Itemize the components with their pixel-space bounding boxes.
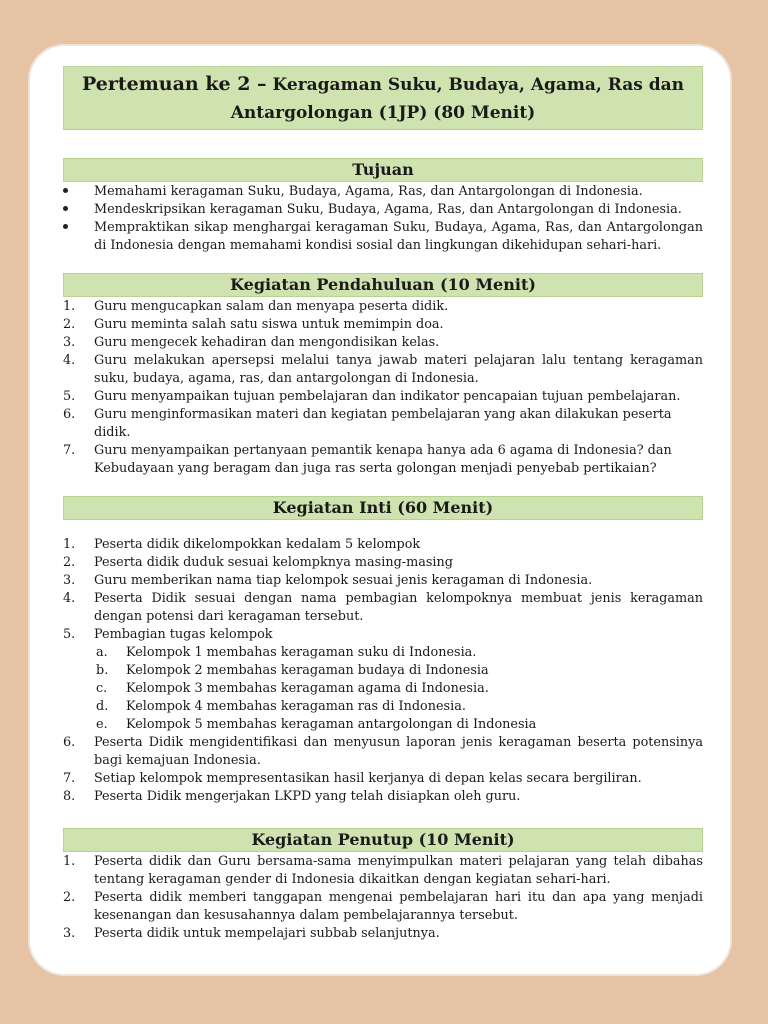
list-item: 1. Peserta didik dikelompokkan kedalam 5 kelompok [63,537,421,552]
list-item: 7. Guru menyampaikan pertanyaan pemantik kenapa hanya ada 6 agama di Indonesia? dan Kebudayaan yang beragam dan juga ras serta golongan menjadi penyebab pertikaian? [63,443,672,476]
document-card [30,46,730,974]
list-item: 5. Pembagian tugas kelompok [63,627,273,642]
list-item: Mendeskripsikan keragaman Suku, Budaya, Agama, Ras, dan Antargolongan di Indonesia. [63,201,703,219]
list-item: 5. Guru menyampaikan tujuan pembelajaran dan indikator pencapaian tujuan pembelajaran. [63,389,681,404]
pendahuluan-list [63,298,703,478]
list-item: 1. Guru mengucapkan salam dan menyapa peserta didik. [63,299,449,314]
list-item: Memahami keragaman Suku, Budaya, Agama, Ras, dan Antargolongan di Indonesia. [63,183,703,201]
list-item: 4. Peserta Didik sesuai dengan nama pembagian kelompoknya membuat jenis keragaman dengan potensi dari keragaman tersebut. [63,591,703,624]
list-item: 2. Peserta didik duduk sesuai kelompknya masing-masing [63,555,453,570]
list-item: 3. Peserta didik untuk mempelajari subbab selanjutnya. [63,926,440,941]
sub-list-item: c. Kelompok 3 membahas keragaman agama di Indonesia. [96,681,489,696]
list-item: 4. Guru melakukan apersepsi melalui tanya jawab materi pelajaran lalu tentang keragaman suku, budaya, agama, ras, dan antargolongan di Indonesia. [63,353,703,386]
title-rest: Keragaman Suku, Budaya, Agama, Ras dan [272,75,685,95]
bullet-icon [63,206,68,211]
list-item: 8. Peserta Didik mengerjakan LKPD yang telah disiapkan oleh guru. [63,789,521,804]
list-item: 6. Peserta Didik mengidentifikasi dan menyusun laporan jenis keragaman beserta potensinya bagi kemajuan Indonesia. [63,735,703,768]
inti-heading: Kegiatan Inti (60 Menit) [63,496,703,520]
tujuan-heading: Tujuan [63,158,703,182]
list-item: 2. Peserta didik memberi tanggapan mengenai pembelajaran hari itu dan apa yang menjadi kesenangan dan kesusahannya dalam pembelajarannya tersebut. [63,890,703,923]
bullet-icon [63,188,68,193]
list-item: Mempraktikan sikap menghargai keragaman Suku, Budaya, Agama, Ras, dan Antargolongan di Indonesia dengan memahami kondisi sosial dan lingkungan dikehidupan sehari-hari. [63,219,703,255]
title-lead: Pertemuan ke 2 – [81,73,267,95]
penutup-list [63,853,703,943]
list-item: 6. Guru menginformasikan materi dan kegiatan pembelajaran yang akan dilakukan peserta didik. [63,407,672,440]
sub-list-item: d. Kelompok 4 membahas keragaman ras di Indonesia. [96,699,466,714]
inti-list [63,536,703,806]
list-item: 7. Setiap kelompok mempresentasikan hasil kerjanya di depan kelas secara bergiliran. [63,771,642,786]
sub-list-item: e. Kelompok 5 membahas keragaman antargolongan di Indonesia [96,717,537,732]
bullet-icon [63,224,68,229]
sub-list-item: a. Kelompok 1 membahas keragaman suku di Indonesia. [96,645,477,660]
title-line2: Antargolongan (1JP) (80 Menit) [230,103,536,123]
list-item: 3. Guru mengecek kehadiran dan mengondisikan kelas. [63,335,440,350]
pendahuluan-heading: Kegiatan Pendahuluan (10 Menit) [63,273,703,297]
page-title [63,66,703,130]
document-content [63,66,703,943]
list-item: 2. Guru meminta salah satu siswa untuk memimpin doa. [63,317,444,332]
list-item: 1. Peserta didik dan Guru bersama-sama menyimpulkan materi pelajaran yang telah dibahas tentang keragaman gender di Indonesia dikaitkan dengan kegiatan sehari-hari. [63,854,703,887]
sub-list-item: b. Kelompok 2 membahas keragaman budaya di Indonesia [96,663,489,678]
tujuan-list [63,183,703,255]
penutup-heading: Kegiatan Penutup (10 Menit) [63,828,703,852]
list-item: 3. Guru memberikan nama tiap kelompok sesuai jenis keragaman di Indonesia. [63,573,593,588]
